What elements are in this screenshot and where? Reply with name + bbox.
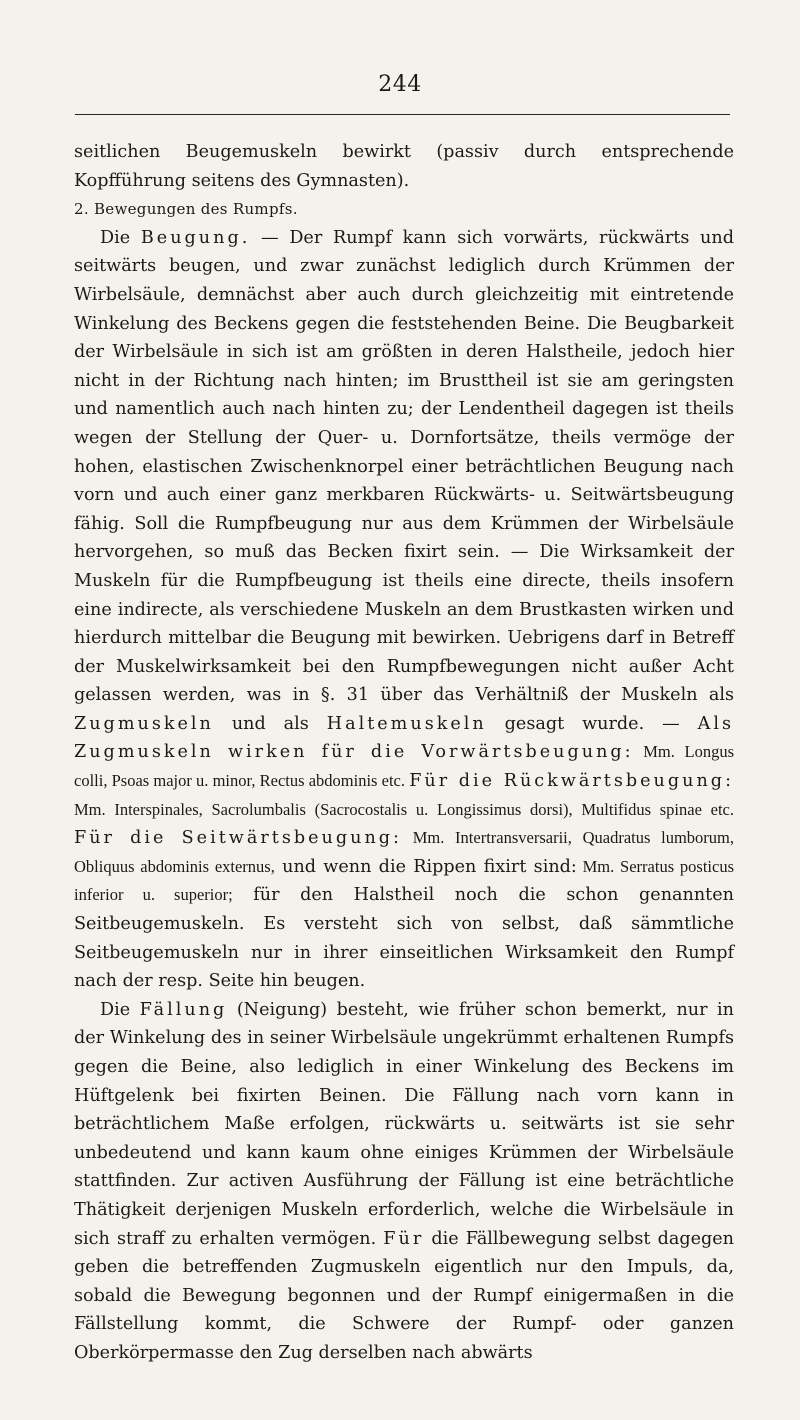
paragraph-text: gesagt wurde. — [486, 713, 698, 734]
muscles-rueckwaerts: Mm. Interspinales, Sacrolumbalis (Sacrocostalis u. Longissimus dorsi), Multifidus spinae etc. [74, 799, 734, 819]
paragraph-text: — Der Rumpf kann sich vorwärts, rückwärts und seitwärts beugen, und zwar zunächst lediglich durch Krümmen der Wirbelsäule, demnächst aber auch durch gleichzeitig mit eintretende Winkelung des Beckens gegen die feststehenden Beine. Die Beugbarkeit der Wirbelsäule in sich ist am größten in deren Halstheile, jedoch hier nicht in der Richtung nach hinten; im Brusttheil ist sie am geringsten und namentlich auch nach hinten zu; der Lendentheil dagegen ist theils wegen der Stellung der Quer- u. Dornfortsätze, theils vermöge der hohen, elastischen Zwischenknorpel einer beträchtlichen Beugung nach vorn und auch einer ganz merkbaren Rückwärts- u. Seitwärtsbeugung fähig. Soll die Rumpfbeugung nur aus dem Krümmen der Wirbelsäule hervorgehen, so muß das Becken fixirt sein. — Die Wirksamkeit der Muskeln für die Rumpfbeugung ist theils eine directe, theils insofern eine indirecte, als verschiedene Muskeln an dem Brustkasten wirken und hierdurch mittelbar die Beugung mit bewirken. Uebrigens darf in Betreff der Muskelwirksamkeit bei den Rumpfbewegungen nicht außer Acht gelassen werden, was in §. 31 über das Verhältniß der Muskeln als [74, 227, 734, 706]
paragraph-text: und wenn die Rippen fixirt sind: [274, 856, 577, 877]
paragraph-text: (Neigung) besteht, wie früher schon bemerkt, nur in der Winkelung des in seiner Wirbelsäule ungekrümmt erhaltenen Rumpfs gegen die Beine, also lediglich in einer Winkelung des Beckens im Hüftgelenk bei fixirten Beinen. Die Fällung nach vorn kann in beträchtlichem Maße erfolgen, rückwärts u. seitwärts ist sie sehr unbedeutend und kann kaum ohne einiges Krümmen der Wirbelsäule stattfinden. Zur activen Ausführung der Fällung ist eine beträchtliche Thätigkeit derjenigen Muskeln erforderlich, welche die Wirbelsäule in sich straff zu erhalten vermögen. [74, 999, 734, 1249]
intro-paragraph [74, 138, 734, 195]
term-fuer: Für [383, 1228, 425, 1249]
paragraph-text: Die [100, 227, 141, 248]
header-rule [75, 114, 730, 115]
term-zugmuskeln: Zugmuskeln [74, 713, 214, 734]
intro-text: seitlichen Beugemuskeln bewirkt (passiv durch entsprechende Kopfführung seitens des Gymnasten). [74, 142, 734, 191]
term-faellung: Fällung [139, 999, 228, 1020]
paragraph-text: die Fällbewegung selbst dagegen geben die betreffenden Zugmuskeln eigentlich nur den Impuls, da, sobald die Bewegung begonnen und der Rumpf einigermaßen in die Fällstellung kommt, die Schwere der Rumpf- oder ganzen Oberkörpermasse den Zug derselben nach abwärts [74, 1228, 735, 1363]
term-haltemuskeln: Haltemuskeln [326, 713, 487, 734]
term-beugung: Beugung. [140, 227, 251, 248]
label-vorwaertsbeugung: Als Zugmuskeln wirken für die Vorwärtsbeugung: [74, 713, 734, 763]
page-number: 244 [378, 72, 422, 97]
body-text [74, 138, 734, 1368]
label-rueckwaertsbeugung: Für die Rückwärtsbeugung: [409, 771, 734, 792]
paragraph-faellung [74, 996, 734, 1368]
paragraph-text: für den Halstheil noch die schon genannten Seitbeugemuskeln. Es versteht sich von selbst, daß sämmtliche Seitbeugemuskeln nur in ihrer einseitlichen Wirksamkeit den Rumpf nach der resp. Seite hin beugen. [74, 885, 734, 992]
paragraph-beugung [74, 224, 734, 996]
muscles-vorwaerts: Mm. Longus colli, Psoas major u. minor, Rectus abdominis etc. [74, 742, 734, 791]
section-heading: 2. Bewegungen des Rumpfs. [74, 200, 298, 219]
paragraph-text: Die [100, 999, 140, 1020]
paragraph-text: und als [213, 713, 327, 734]
label-seitwaertsbeugung: Für die Seitwärtsbeugung: [74, 828, 402, 849]
muscles-seitwaerts: Mm. Intertransversarii, Quadratus lumborum, Obliquus abdominis externus, [74, 828, 734, 876]
muscles-rippen: Mm. Serratus posticus inferior u. superior; [74, 856, 734, 905]
